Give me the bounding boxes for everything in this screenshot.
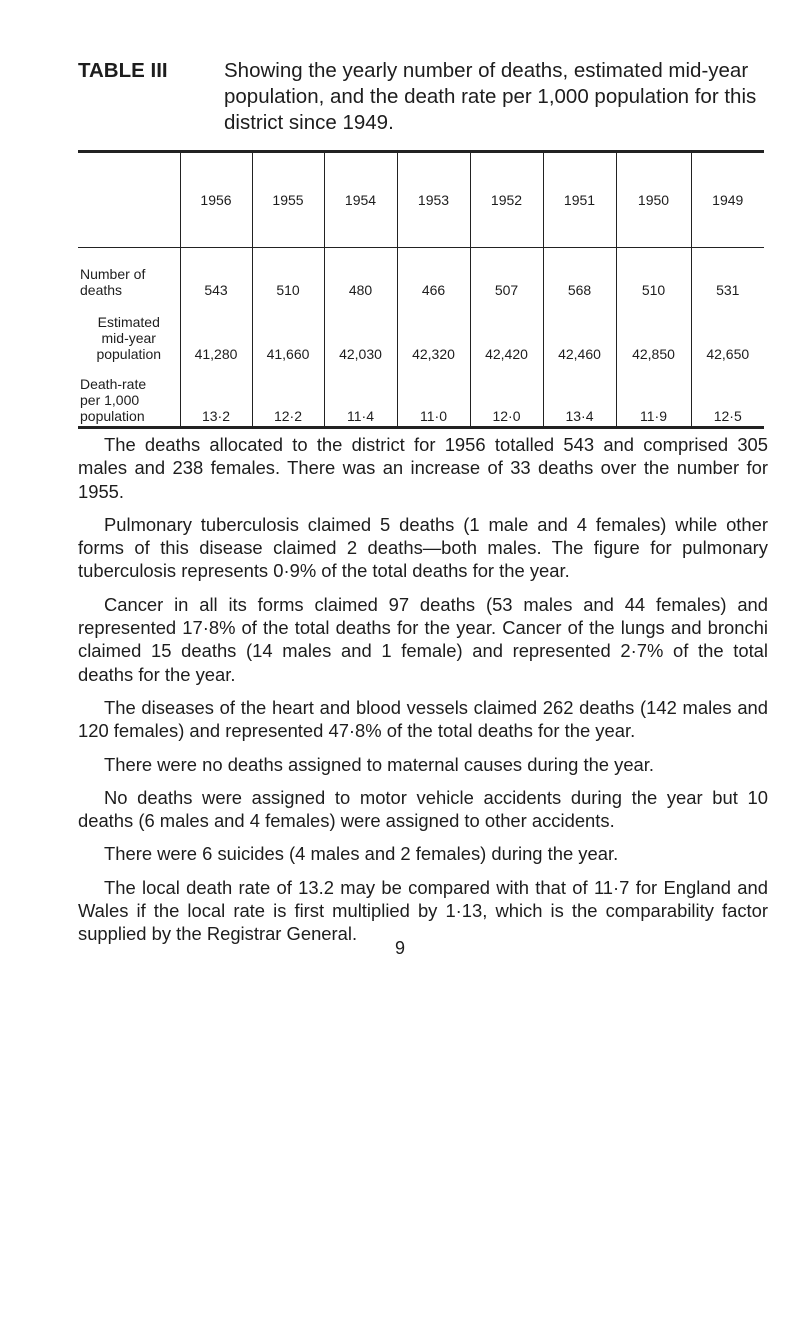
table-header-row — [78, 152, 764, 248]
header-stub — [78, 152, 180, 248]
table-cell: 12·0 — [470, 364, 543, 428]
paragraph: There were 6 suicides (4 males and 2 females) during the year. — [104, 843, 619, 865]
paragraph: There were no deaths assigned to maternal causes during the year. — [104, 753, 655, 775]
table-heading — [78, 58, 768, 136]
table-cell: 12·2 — [252, 364, 324, 428]
table-caption: Showing the yearly number of deaths, estimated mid-year population, and the death rate per 1,000 population for this district since 1949. — [224, 59, 757, 134]
table-cell: 543 — [180, 248, 252, 300]
page-number: 9 — [394, 938, 405, 958]
year-header: 1952 — [470, 152, 543, 248]
paragraph: The diseases of the heart and blood vessels claimed 262 deaths (142 males and 120 females) and represented 47·8% of the total deaths for the year. — [78, 696, 768, 742]
table-cell: 42,460 — [543, 300, 616, 364]
table-cell: 41,280 — [180, 300, 252, 364]
table-row — [78, 248, 764, 300]
table-cell: 507 — [470, 248, 543, 300]
year-header: 1953 — [397, 152, 470, 248]
row-label: Number of deaths — [80, 265, 146, 298]
report-body — [78, 433, 768, 956]
paragraph: Pulmonary tuberculosis claimed 5 deaths (1 male and 4 females) while other forms of this disease claimed 2 deaths—both males. The figure for pulmonary tuberculosis represents 0·9% of the total deaths for the year. — [78, 513, 768, 582]
paragraph: The deaths allocated to the district for 1956 totalled 543 and comprised 305 males and 238 females. There was an increase of 33 deaths over the number for 1955. — [78, 434, 768, 502]
year-header: 1955 — [252, 152, 324, 248]
paragraph: No deaths were assigned to motor vehicle accidents during the year but 10 deaths (6 males and 4 females) were assigned to other accidents. — [78, 786, 768, 832]
year-header: 1956 — [180, 152, 252, 248]
table-cell: 466 — [397, 248, 470, 300]
table-cell: 12·5 — [691, 364, 764, 428]
paragraph: The local death rate of 13.2 may be compared with that of 11·7 for England and Wales if the local rate is first multiplied by 1·13, which is the comparability factor supplied by the Registrar General. — [78, 876, 768, 945]
table-cell: 11·0 — [397, 364, 470, 428]
table-label: TABLE III — [78, 59, 168, 82]
row-label: Estimated mid-year population — [96, 313, 162, 362]
table-cell: 568 — [543, 248, 616, 300]
table-cell: 42,650 — [691, 300, 764, 364]
table-row — [78, 364, 764, 428]
table-cell: 13·4 — [543, 364, 616, 428]
year-header: 1951 — [543, 152, 616, 248]
year-header: 1950 — [616, 152, 691, 248]
table-cell: 42,320 — [397, 300, 470, 364]
table-cell: 480 — [324, 248, 397, 300]
table-cell: 13·2 — [180, 364, 252, 428]
table-cell: 41,660 — [252, 300, 324, 364]
year-header: 1954 — [324, 152, 397, 248]
table-row — [78, 300, 764, 364]
row-label: Death-rate per 1,000 population — [78, 364, 180, 428]
deaths-table — [78, 150, 764, 429]
table-cell: 531 — [691, 248, 764, 300]
table-cell: 11·9 — [616, 364, 691, 428]
table-cell: 11·4 — [324, 364, 397, 428]
paragraph: Cancer in all its forms claimed 97 deaths (53 males and 44 females) and represented 17·8% of the total deaths for the year. Cancer of the lungs and bronchi claimed 15 deaths (14 males and 1 female) and represented 2·7% of the total deaths for the year. — [78, 593, 768, 685]
table-cell: 42,850 — [616, 300, 691, 364]
table-cell: 42,420 — [470, 300, 543, 364]
table-cell: 510 — [616, 248, 691, 300]
table-cell: 42,030 — [324, 300, 397, 364]
table-cell: 510 — [252, 248, 324, 300]
year-header: 1949 — [691, 152, 764, 248]
